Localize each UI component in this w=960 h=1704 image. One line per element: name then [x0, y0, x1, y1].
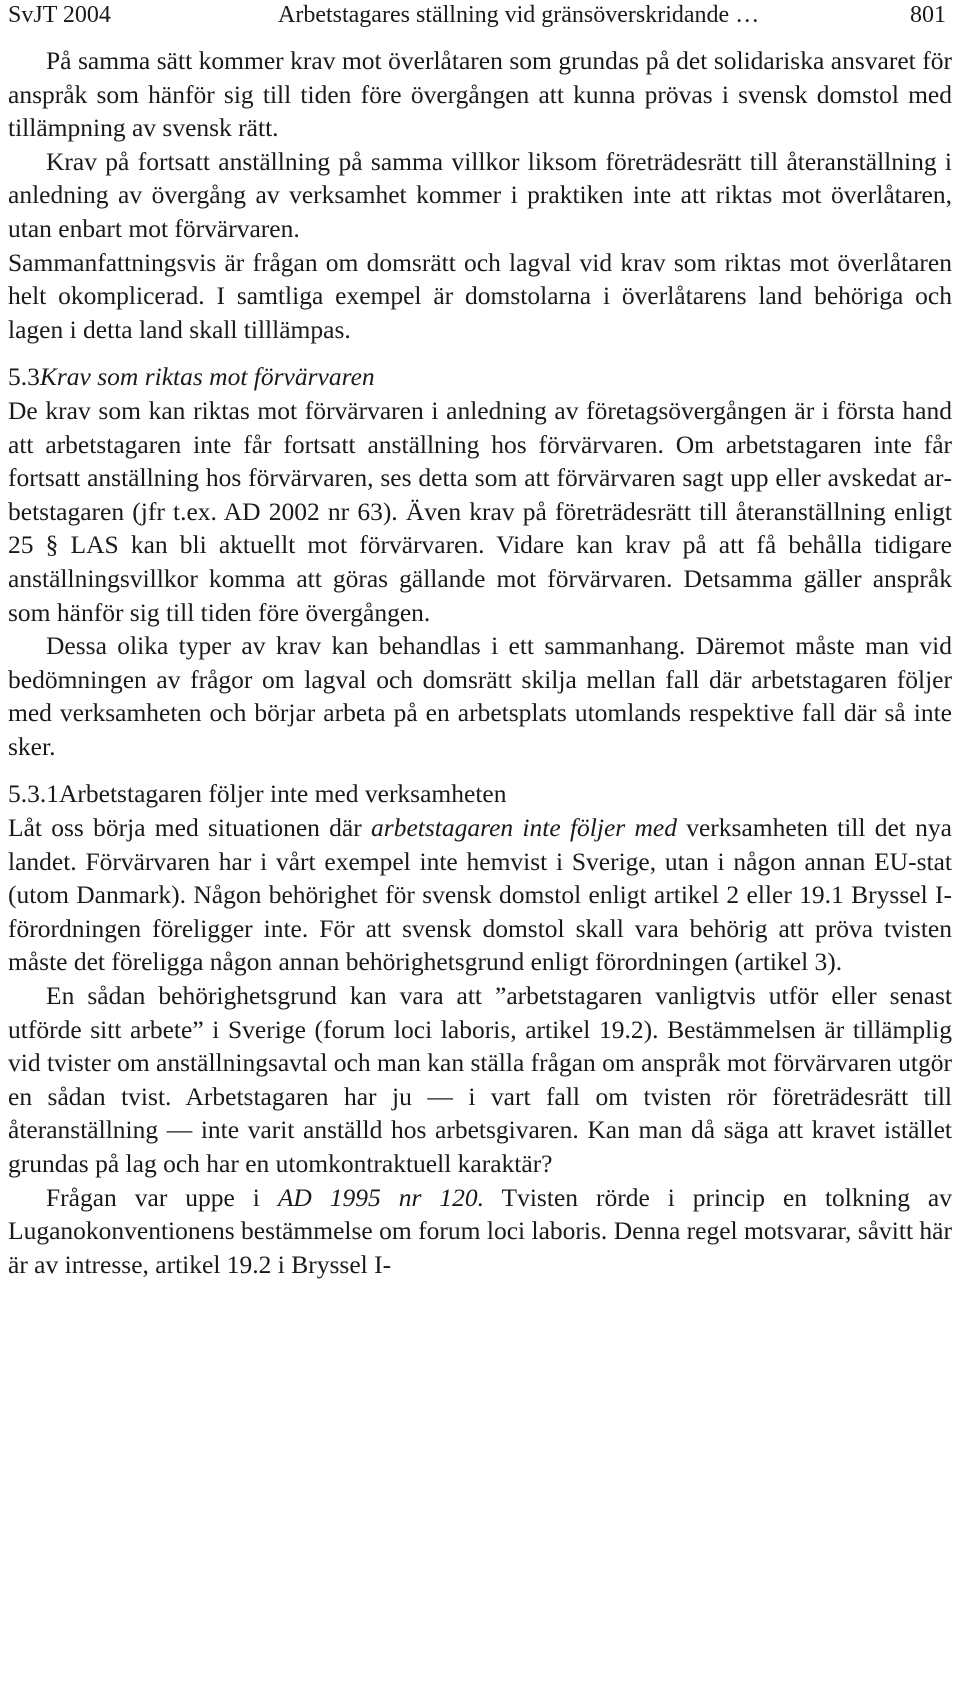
section-number: 5.3.1: [8, 779, 59, 809]
paragraph: En sådan behörighetsgrund kan vara att ”arbetstagaren vanligtvis utför eller senast utförde sitt arbete” i Sverige (forum loci laboris, artikel 19.2). Bestämmelsen är tillämplig vid tvister om anställningsavtal och man kan ställa frågan om anspråk mot förvärvaren utgör en sådan tvist. Arbetstagaren har ju — i vart fall om tvisten rör företrädesrätt till återanställning — inte varit anställd hos arbetsgivaren. Kan man då säga att kravet istället grundas på lag och har en utomkontraktuell karaktär?: [8, 981, 952, 1178]
section-title: Arbetstagaren följer inte med verksamheten: [59, 779, 507, 809]
text-run: Låt oss börja med situationen där: [8, 813, 372, 843]
case-citation: AD 1995 nr 120.: [277, 1182, 485, 1212]
section-heading: [8, 777, 952, 811]
section-title: Krav som riktas mot förvärvaren: [39, 362, 375, 392]
paragraph: [8, 1181, 952, 1282]
text-run: verksamheten till det nya landet. Förvärvaren har i vårt exempel inte hemvist i Sverige, utan i någon annan EU-stat (utom Danmark). Någon behörighet för svensk domstol enligt artikel 2 eller 19.1 Bryssel I-förordningen föreligger inte. För att svensk domstol skall vara behörig att pröva tvisten måste det föreligga någon annan behörighetsgrund enligt förordningen (artikel 3).: [8, 813, 952, 977]
running-head: [8, 0, 952, 30]
paragraph: De krav som kan riktas mot förvärvaren i anledning av företagsövergången är i första hand att arbetstagaren inte får fortsatt anställning hos förvärvaren. Om arbetstagaren inte får fortsatt anställning hos förvärvaren, ses detta som att förvärvaren sagt upp eller avskedat arbetstagaren (jfr t.ex. AD 2002 nr 63). Även krav på företrädesrätt till återanställning enligt 25 § LAS kan bli aktuellt mot förvärvaren. Vidare kan krav på att få behålla tidigare anställningsvillkor komma att göras gällande mot förvärvaren. Detsamma gäller anspråk som hänför sig till tiden före övergången.: [8, 395, 952, 627]
paragraph: Sammanfattningsvis är frågan om domsrätt och lagval vid krav som riktas mot överlåtaren helt okomplicerad. I samtliga exempel är domstolarna i överlåtarens land behöriga och lagen i detta land skall tilllämpas.: [8, 247, 952, 344]
running-title: Arbetstagares ställning vid gränsöverskridande …: [278, 2, 760, 28]
text-run: Frågan var uppe i: [46, 1182, 278, 1212]
emphasis-text: arbetstagaren inte följer med: [371, 813, 677, 843]
section-heading: [8, 360, 952, 394]
section-number: 5.3: [8, 362, 40, 392]
page-number: 801: [910, 2, 946, 28]
paragraph: På samma sätt kommer krav mot överlåtaren som grundas på det solidariska ansvaret för anspråk som hänför sig till tiden före övergången att kunna prövas i svensk domstol med tillämpning av svensk rätt.: [8, 46, 952, 143]
body-text: [8, 44, 952, 1281]
paragraph: Krav på fortsatt anställning på samma villkor liksom företrädesrätt till återanställning i anledning av övergång av verksamhet kommer i praktiken inte att riktas mot överlåtaren, utan enbart mot förvärvaren.: [8, 146, 952, 243]
text-run: Tvisten rörde i princip en tolkning av Luganokonventionens bestämmelse om forum loci laboris. Denna regel motsvarar, såvitt här är av intresse, artikel 19.2 i Bryssel I-: [8, 1182, 953, 1279]
paragraph: [8, 811, 952, 979]
section-5-3-1: [8, 777, 952, 1281]
document-page: [8, 0, 953, 1279]
journal-name: SvJT 2004: [8, 2, 111, 28]
paragraph: Dessa olika typer av krav kan behandlas i ett sammanhang. Däremot måste man vid bedömningen av frågor om lagval och domsrätt skilja mellan fall där arbetstagaren följer med verksamheten och börjar arbeta på en arbetsplats utomlands respektive fall där så inte sker.: [8, 631, 952, 761]
section-5-3: [8, 360, 952, 763]
